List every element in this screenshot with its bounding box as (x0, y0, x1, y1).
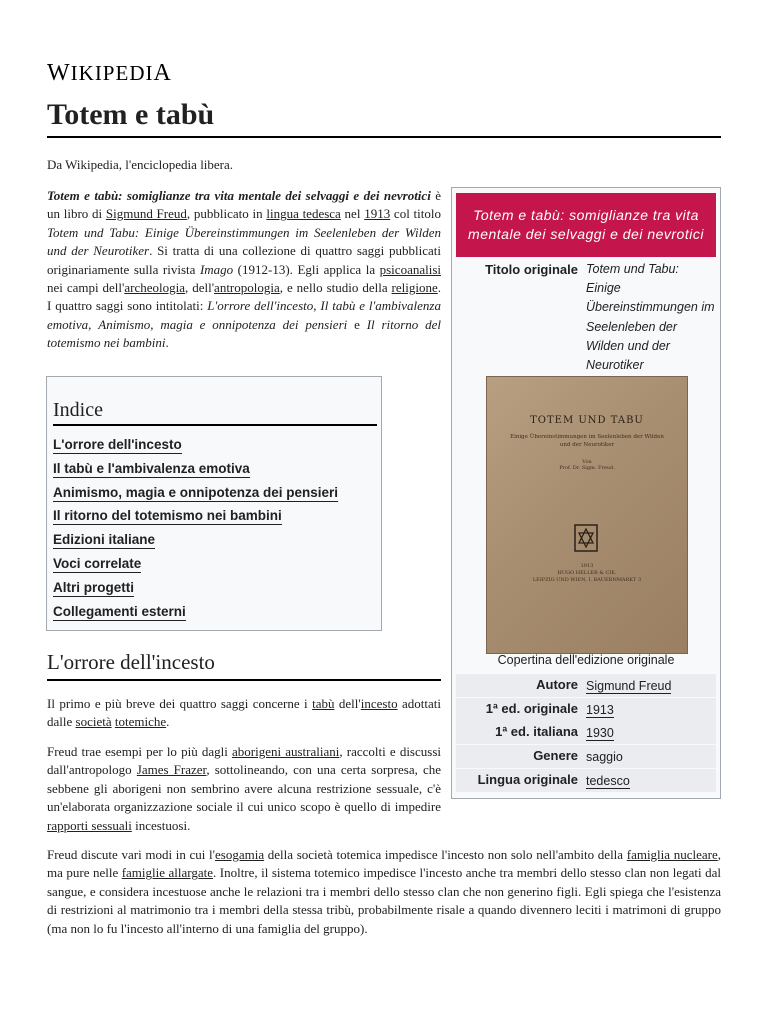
section-paragraph-1 (47, 695, 441, 732)
section-paragraph-3 (47, 846, 721, 938)
publisher-emblem-icon (573, 523, 599, 553)
paragraph-text: , sottolineando, con una certa sorpresa, che sebbene gli aborigeni non sembrino avere alcuna restrizione sessuale, c'è un'elaborata organizzazione sociale il cui unico scopo è quello di impedire (47, 762, 441, 815)
toc-item[interactable] (53, 530, 338, 554)
infobox-header: Totem e tabù: somiglianze tra vita mentale dei selvaggi e dei nevrotici (456, 193, 716, 257)
link-aborigeni-australiani[interactable]: aborigeni australiani (231, 744, 340, 759)
lead-paragraph (47, 187, 441, 353)
infobox-label: Lingua originale (477, 772, 578, 787)
cover-publisher: HUGO HELLER & CIE. (557, 570, 617, 576)
toc-item-label[interactable]: Edizioni italiane (53, 532, 156, 548)
infobox-value[interactable] (586, 677, 716, 696)
original-title: Totem und Tabu: Einige Übereinstimmungen im Seelenleben der Wilden und der Neurotiker (47, 224, 441, 259)
toc-item-label[interactable]: Animismo, magia e onnipotenza dei pensieri (53, 484, 339, 500)
link-famiglie-allargate[interactable]: famiglie allargate (121, 865, 214, 881)
toc-list (53, 435, 338, 625)
lead-bold-title: Totem e tabù: somiglianze tra vita mentale dei selvaggi e dei nevrotici (47, 188, 431, 203)
link-esogamia[interactable]: esogamia (215, 847, 265, 862)
link-sigmund-freud[interactable]: Sigmund Freud (105, 206, 187, 222)
table-of-contents (46, 376, 382, 631)
link-incesto[interactable]: incesto (360, 696, 398, 711)
paragraph-text: . Inoltre, il sistema totemico impedisce l'incesto anche tra membri dello stesso clan non legati dal sangue, e considera incestuose anche le relazioni tra i membri dello stesso clan che non generino figli. Egli spiega che l'esistenza di restrizioni al matrimonio tra i membri della stessa tribù, probabilmente risale a quando divennero leciti i matrimoni di gruppo (ma non lo fu l'incesto all'interno di una famiglia del gruppo). (47, 865, 721, 936)
infobox-value[interactable] (586, 701, 716, 720)
toc-item-label[interactable]: Collegamenti esterni (53, 603, 186, 619)
paragraph-text: dell' (334, 696, 361, 711)
paragraph-text: Freud trae esempi per lo più dagli (47, 744, 232, 759)
paragraph-text: della società totemica impedisce l'incesto non solo nell'ambito della (264, 847, 627, 862)
toc-item-label[interactable]: Il tabù e l'ambivalenza emotiva (53, 460, 250, 476)
lead-text: , (88, 316, 99, 332)
wordmark-last: A (153, 60, 172, 86)
cover-imprint (487, 563, 687, 584)
section-heading: L'orrore dell'incesto (47, 650, 441, 681)
link-tabu[interactable]: tabù (312, 696, 335, 711)
link-antropologia[interactable]: antropologia (214, 280, 280, 296)
infobox-row-author (456, 674, 716, 697)
lead-text: , pubblicato in (186, 206, 267, 222)
page-title: Totem e tabù (47, 96, 721, 138)
lead-text: e (347, 316, 367, 332)
lead-text: (1912-13). Egli applica la (233, 261, 380, 277)
essay-title: L'orrore dell'incesto (207, 298, 314, 314)
link-lingua-tedesca[interactable]: lingua tedesca (266, 206, 341, 222)
infobox-label: 1ª ed. italiana (495, 724, 578, 739)
paragraph-text: incestuosi. (131, 817, 191, 833)
infobox-value: Totem und Tabu: Einige Übereinstimmungen im Seelenleben der Wilden und der Neurotiker (586, 262, 715, 373)
paragraph-text: Freud discute vari modi in cui l' (47, 847, 216, 862)
toc-item[interactable] (53, 483, 338, 507)
from-wikipedia-tagline: Da Wikipedia, l'enciclopedia libera. (47, 157, 234, 172)
toc-item-label[interactable]: L'orrore dell'incesto (53, 437, 182, 452)
infobox-row-original-title (456, 260, 716, 372)
lead-text: , dell' (185, 280, 215, 296)
infobox-value: saggio (586, 750, 623, 764)
paragraph-text: . (166, 714, 170, 730)
link-language[interactable]: tedesco (586, 774, 630, 788)
link-rapporti-sessuali[interactable]: rapporti sessuali (47, 817, 132, 833)
toc-item-label[interactable]: Voci correlate (53, 555, 142, 571)
infobox-label: 1ª ed. originale (485, 701, 578, 716)
infobox-label: Genere (533, 748, 578, 763)
link-year-original[interactable]: 1913 (586, 703, 614, 717)
imago-title: Imago (199, 261, 234, 277)
infobox-label: Titolo originale (485, 262, 578, 277)
lead-text: , (313, 298, 321, 314)
paragraph-text: Il primo e più breve dei quattro saggi concerne i (47, 696, 313, 711)
wikipedia-wordmark[interactable] (47, 60, 172, 87)
link-year-italian[interactable]: 1930 (586, 726, 614, 740)
toc-item[interactable] (53, 554, 338, 578)
toc-item[interactable] (53, 506, 338, 530)
link-totemiche[interactable]: totemiche (114, 714, 167, 730)
link-famiglia-nucleare[interactable]: famiglia nucleare (626, 847, 718, 862)
link-james-frazer[interactable]: James Frazer (136, 762, 207, 778)
wordmark-first: W (47, 60, 71, 86)
toc-item[interactable] (53, 435, 338, 459)
toc-title: Indice (53, 399, 377, 426)
link-author[interactable]: Sigmund Freud (586, 679, 672, 693)
lead-text: . (165, 335, 169, 351)
toc-item[interactable] (53, 459, 338, 483)
section-paragraph-2 (47, 743, 441, 835)
lead-text: nel (340, 206, 365, 222)
link-archeologia[interactable]: archeologia (124, 280, 186, 296)
lead-text: . Si tratta di una collezione di quattro saggi pubblicati originariamente sulla rivista (47, 243, 441, 277)
infobox-row-genre (456, 745, 716, 768)
wordmark-mid: IKIPEDI (70, 61, 154, 85)
cover-title: TOTEM UND TABU (530, 415, 644, 426)
link-1913[interactable]: 1913 (364, 206, 391, 222)
essay-title: Il tabù e l'ambivalenza emotiva (47, 298, 441, 332)
lead-text: è un libro di (47, 188, 441, 222)
link-societa[interactable]: società (75, 714, 112, 730)
infobox-row-first-ed-italian (456, 721, 716, 744)
cover-author (487, 459, 687, 471)
toc-item[interactable] (53, 602, 338, 626)
toc-item[interactable] (53, 578, 338, 602)
toc-item-label[interactable]: Altri progetti (53, 579, 134, 595)
infobox-row-first-ed-original (456, 698, 716, 721)
infobox-row-language (456, 769, 716, 792)
cover-caption: Copertina dell'edizione originale (497, 653, 675, 667)
lead-text: , e nello studio della (279, 280, 392, 296)
infobox-label: Autore (536, 677, 578, 692)
essay-title: Animismo, magia e onnipotenza dei pensieri (98, 316, 348, 332)
cover-author-name: Prof. Dr. Sigm. Freud. (559, 465, 615, 471)
link-religione[interactable]: religione (391, 280, 438, 296)
paragraph-text: , ma pure nelle (47, 847, 721, 881)
lead-text: . I quattro saggi sono intitolati: (47, 280, 442, 314)
cover-address: LEIPZIG UND WIEN, I. BAUERNMARKT 3 (532, 577, 642, 583)
cover-year: 1913 (580, 563, 594, 569)
infobox (451, 187, 721, 799)
cover-von: Von (582, 459, 592, 465)
book-cover-image[interactable] (486, 376, 688, 654)
link-psicoanalisi[interactable]: psicoanalisi (379, 261, 442, 277)
lead-text: nei campi dell' (47, 280, 125, 296)
infobox-value[interactable] (586, 724, 716, 743)
paragraph-text: , raccolti e discussi dall'antropologo (47, 744, 441, 778)
paragraph-text: adottati dalle (47, 696, 441, 730)
essay-title: Il ritorno del totemismo nei bambini (47, 316, 442, 351)
toc-item-label[interactable]: Il ritorno del totemismo nei bambini (53, 508, 282, 524)
lead-text: col titolo (390, 206, 441, 222)
infobox-value[interactable] (586, 772, 716, 791)
cover-subtitle: Einige Übereinstimmungen im Seelenleben der Wilden und der Neurotiker (510, 434, 664, 448)
